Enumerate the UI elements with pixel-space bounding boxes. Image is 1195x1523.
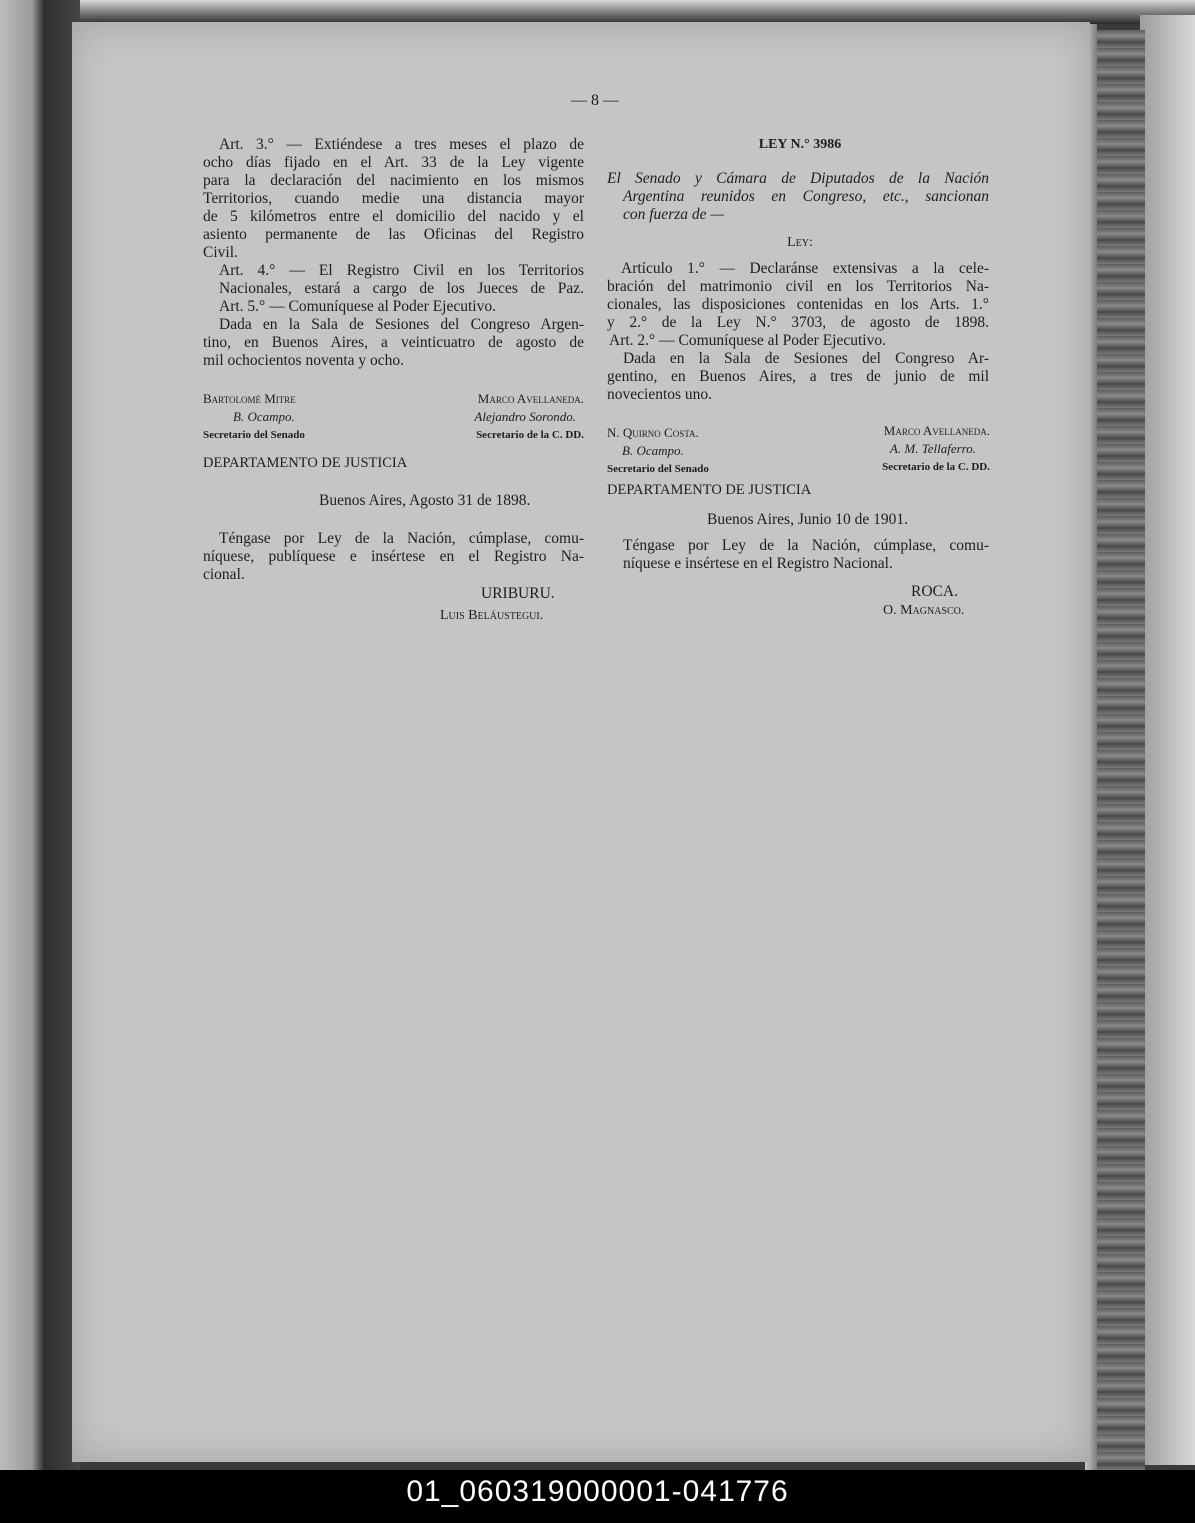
right-sig-left-title: Secretario del Senado: [607, 463, 709, 475]
scan-background-top: [0, 0, 1195, 24]
right-dada-line: gentino, en Buenos Aires, a tres de junio de mil: [607, 368, 989, 385]
left-art3-line: asiento permanente de las Oficinas del Registro: [203, 226, 584, 243]
left-art3-line: Art. 3.° — Extiéndese a tres meses el plazo de: [219, 136, 584, 153]
left-art3-last: Civil.: [203, 244, 238, 261]
left-art3-line: Territorios, cuando medie una distancia mayor: [203, 190, 584, 207]
left-art4-line: Art. 4.° — El Registro Civil en los Territorios: [219, 262, 584, 279]
left-art5: Art. 5.° — Comuníquese al Poder Ejecutivo.: [219, 298, 496, 315]
left-art3-line: de 5 kilómetros entre el domicilio del nacido y el: [203, 208, 584, 225]
left-tengase-line: níquese, publíquese e insértese en el Registro Na-: [203, 548, 584, 565]
left-dada-line: Dada en la Sala de Sesiones del Congreso Argen-: [219, 316, 584, 333]
left-sig-left-sec: B. Ocampo.: [233, 409, 295, 424]
left-department: DEPARTAMENTO DE JUSTICIA: [203, 455, 408, 471]
scan-background-left: [0, 0, 80, 1470]
left-sig-left-title: Secretario del Senado: [203, 429, 305, 441]
right-date: Buenos Aires, Junio 10 de 1901.: [707, 511, 909, 528]
left-sig-right-title: Secretario de la C. DD.: [476, 429, 584, 441]
right-art1-line: Artículo 1.° — Declaránse extensivas a la cele-: [621, 260, 989, 277]
left-sig-right-name: Marco Avellaneda.: [477, 391, 584, 406]
left-sig-right-sec: Alejandro Sorondo.: [474, 409, 576, 424]
right-sig-right-title: Secretario de la C. DD.: [882, 461, 990, 473]
right-preamble-line: El Senado y Cámara de Diputados de la Nación: [607, 170, 989, 187]
law-title: LEY N.° 3986: [758, 137, 842, 152]
right-dada-last: novecientos uno.: [607, 386, 713, 403]
left-tengase-last: cional.: [203, 566, 245, 583]
right-art1-line: y 2.° de la Ley N.° 3703, de agosto de 1898.: [607, 314, 989, 331]
left-dada-line: tino, en Buenos Aires, a veinticuatro de agosto de: [203, 334, 584, 351]
right-signer-president: ROCA.: [911, 583, 958, 600]
right-art2: Art. 2.° — Comuníquese al Poder Ejecutivo.: [609, 332, 886, 349]
left-art3-line: ocho días fijado en el Art. 33 de la Ley vigente: [203, 154, 584, 171]
left-sig-left-name: Bartolomé Mitre: [203, 391, 296, 406]
right-sig-right-name: Marco Avellaneda.: [883, 423, 990, 438]
right-sig-right-sec: A. M. Tellaferro.: [889, 441, 976, 456]
right-sig-left-sec: B. Ocampo.: [622, 443, 684, 458]
right-signer-minister: O. Magnasco.: [883, 603, 965, 618]
right-preamble-last: con fuerza de —: [623, 206, 725, 223]
right-tengase-last: níquese e insértese en el Registro Nacional.: [623, 555, 893, 572]
right-art1-line: bración del matrimonio civil en los Territorios Na-: [607, 278, 989, 295]
left-signer-president: URIBURU.: [481, 585, 555, 602]
page-number: — 8 —: [571, 92, 619, 109]
left-art3-line: para la declaración del nacimiento en los mismos: [203, 172, 584, 189]
right-art1-line: cionales, las disposiciones contenidas en los Arts. 1.°: [607, 296, 989, 313]
left-tengase-line: Téngase por Ley de la Nación, cúmplase, comu-: [219, 530, 584, 547]
right-tengase-line: Téngase por Ley de la Nación, cúmplase, comu-: [623, 537, 989, 554]
right-sig-left-name: N. Quirno Costa.: [607, 425, 699, 440]
ley-heading: Ley:: [787, 235, 813, 250]
left-signer-minister: Luis Beláustegui.: [440, 608, 544, 623]
left-art4-line: Nacionales, estará a cargo de los Jueces de Paz.: [219, 280, 584, 297]
right-dada-line: Dada en la Sala de Sesiones del Congreso Ar-: [623, 350, 989, 367]
right-preamble-line: Argentina reunidos en Congreso, etc., sancionan: [623, 188, 989, 205]
next-page-edge: [1140, 15, 1195, 1465]
left-date: Buenos Aires, Agosto 31 de 1898.: [319, 492, 531, 509]
book-spine: [1090, 30, 1145, 1470]
right-department: DEPARTAMENTO DE JUSTICIA: [607, 482, 812, 498]
footer-document-id: 01_060319000001-041776: [406, 1475, 789, 1508]
left-dada-last: mil ochocientos noventa y ocho.: [203, 352, 405, 369]
